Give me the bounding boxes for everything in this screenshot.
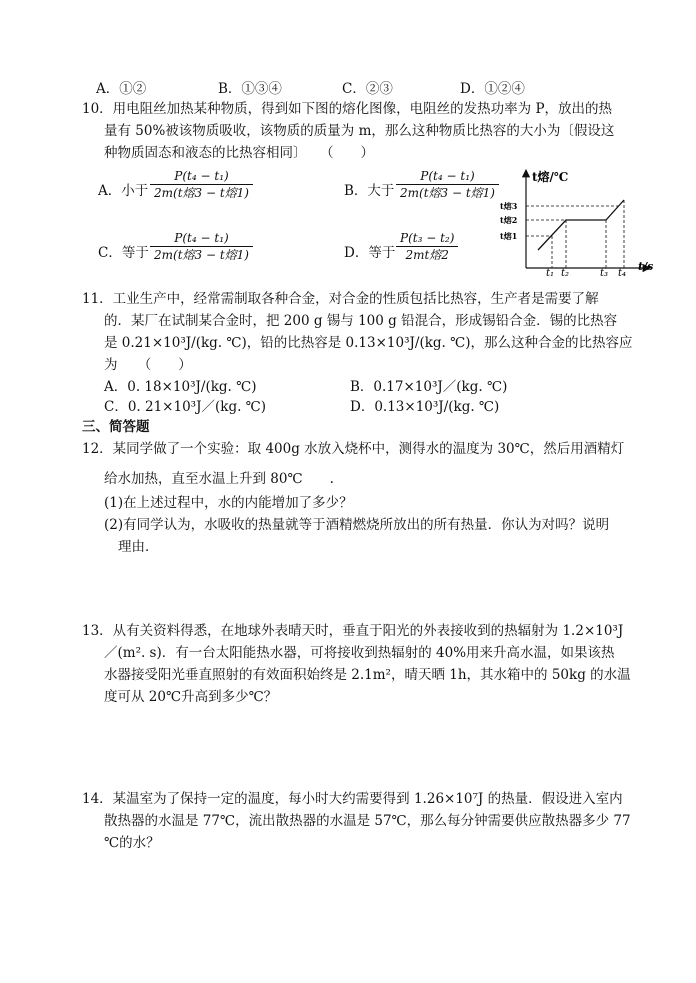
q9-option-d: D．①②④ xyxy=(460,81,525,97)
q10-b-denominator: 2m(t熔3 − t熔1) xyxy=(400,186,495,200)
q11-option-d: D．0.13×10³J/(kg. ℃) xyxy=(350,399,500,415)
melting-graph xyxy=(500,166,660,276)
x-axis-label: t/s xyxy=(638,260,654,273)
q10-a-denominator: 2m(t熔3 − t熔1) xyxy=(154,186,249,200)
q10-d-denominator: 2mt熔2 xyxy=(405,248,449,262)
q9-option-c: C．②③ xyxy=(342,81,393,97)
y-tick-t3: t熔3 xyxy=(500,201,518,211)
q14-line-3: ℃的水？ xyxy=(104,835,160,851)
q12-sub-2: (2)有同学认为，水吸收的热量就等于酒精燃烧所放出的所有热量．你认为对吗？说明 xyxy=(104,517,610,533)
q9-option-a: A．①② xyxy=(96,81,147,97)
q10-option-c-label: C．等于 xyxy=(98,245,149,261)
q13-line-1: 13．从有关资料得悉，在地球外表晴天时，垂直于阳光的外表接收到的热辐射为 1.2×10³J xyxy=(82,623,624,639)
q9-option-b: B．①③④ xyxy=(218,81,282,97)
q11-line-2: 的．某厂在试制某合金时，把 200 g 锡与 100 g 铅混合，形成锡铅合金．锡的比热容 xyxy=(104,313,618,329)
q10-option-d-fraction xyxy=(396,230,458,263)
q10-option-a-label: A．小于 xyxy=(98,183,149,199)
q13-line-4: 度可从 20℃升高到多少℃？ xyxy=(104,689,278,705)
q10-option-c-fraction xyxy=(150,230,253,263)
q10-a-numerator: P(t₄ − t₁) xyxy=(150,168,253,185)
q10-line-1: 10．用电阻丝加热某种物质，得到如下图的熔化图像，电阻丝的发热功率为 P，放出的热 xyxy=(82,101,613,117)
q13-line-2: ／(m². s)．有一台太阳能热水器，可将接收到热辐射的 40%用来升高水温，如果该热 xyxy=(104,645,615,661)
x-tick-t1: t₁ xyxy=(546,268,555,276)
q12-line-1: 12．某同学做了一个实验：取 400g 水放入烧杯中，测得水的温度为 30℃，然后用酒精灯 xyxy=(82,441,625,457)
q11-line-3: 是 0.21×10³J/(kg. ℃)，铅的比热容是 0.13×10³J/(kg. ℃)，那么这种合金的比热容应 xyxy=(104,335,633,351)
melting-curve xyxy=(538,200,624,250)
q12-sub-1: (1)在上述过程中，水的内能增加了多少？ xyxy=(104,495,353,511)
q14-line-1: 14．某温室为了保持一定的温度，每小时大约需要得到 1.26×10⁷J 的热量．假设进入室内 xyxy=(82,791,623,807)
q10-line-3: 种物质固态和液态的比热容相同〕 （ ） xyxy=(104,145,374,161)
q11-option-a: A．0. 18×10³J/(kg. ℃) xyxy=(104,379,257,395)
y-tick-t1: t熔1 xyxy=(500,231,518,241)
q11-option-c: C．0. 21×10³J／(kg. ℃) xyxy=(104,399,267,415)
y-axis-label: t熔/℃ xyxy=(532,170,569,184)
q10-option-b-label: B．大于 xyxy=(344,183,395,199)
x-tick-t4: t₄ xyxy=(618,268,627,276)
section-heading: 三、简答题 xyxy=(82,419,150,435)
q12-sub-2-cont: 理由． xyxy=(118,539,159,555)
q10-option-a-fraction xyxy=(150,168,253,201)
y-tick-t2: t熔2 xyxy=(500,215,518,225)
q14-line-2: 散热器的水温是 77℃，流出散热器的水温是 57℃，那么每分钟需要供应散热器多少 77 xyxy=(104,813,631,829)
q10-c-denominator: 2m(t熔3 − t熔1) xyxy=(154,248,249,262)
q11-line-4: 为 （ ） xyxy=(104,357,192,373)
q10-option-b-fraction xyxy=(396,168,499,201)
x-tick-t2: t₂ xyxy=(561,268,570,276)
q10-line-2: 量有 50%被该物质吸收，该物质的质量为 m，那么这种物质比热容的大小为〔假设这 xyxy=(104,123,615,139)
q10-option-d-label: D．等于 xyxy=(344,245,396,261)
q10-d-numerator: P(t₃ − t₂) xyxy=(396,230,458,247)
q13-line-3: 水器接受阳光垂直照射的有效面积始终是 2.1m²，晴天晒 1h，其水箱中的 50kg 的水温 xyxy=(104,667,631,683)
q10-b-numerator: P(t₄ − t₁) xyxy=(396,168,499,185)
q12-line-2: 给水加热，直至水温上升到 80℃ . xyxy=(104,471,334,487)
q10-c-numerator: P(t₄ − t₁) xyxy=(150,230,253,247)
q11-option-b: B．0.17×10³J／(kg. ℃) xyxy=(350,379,508,395)
x-tick-t3: t₃ xyxy=(600,268,609,276)
q11-line-1: 11．工业生产中，经常需制取各种合金，对合金的性质包括比热容，生产者是需要了解 xyxy=(82,291,599,307)
